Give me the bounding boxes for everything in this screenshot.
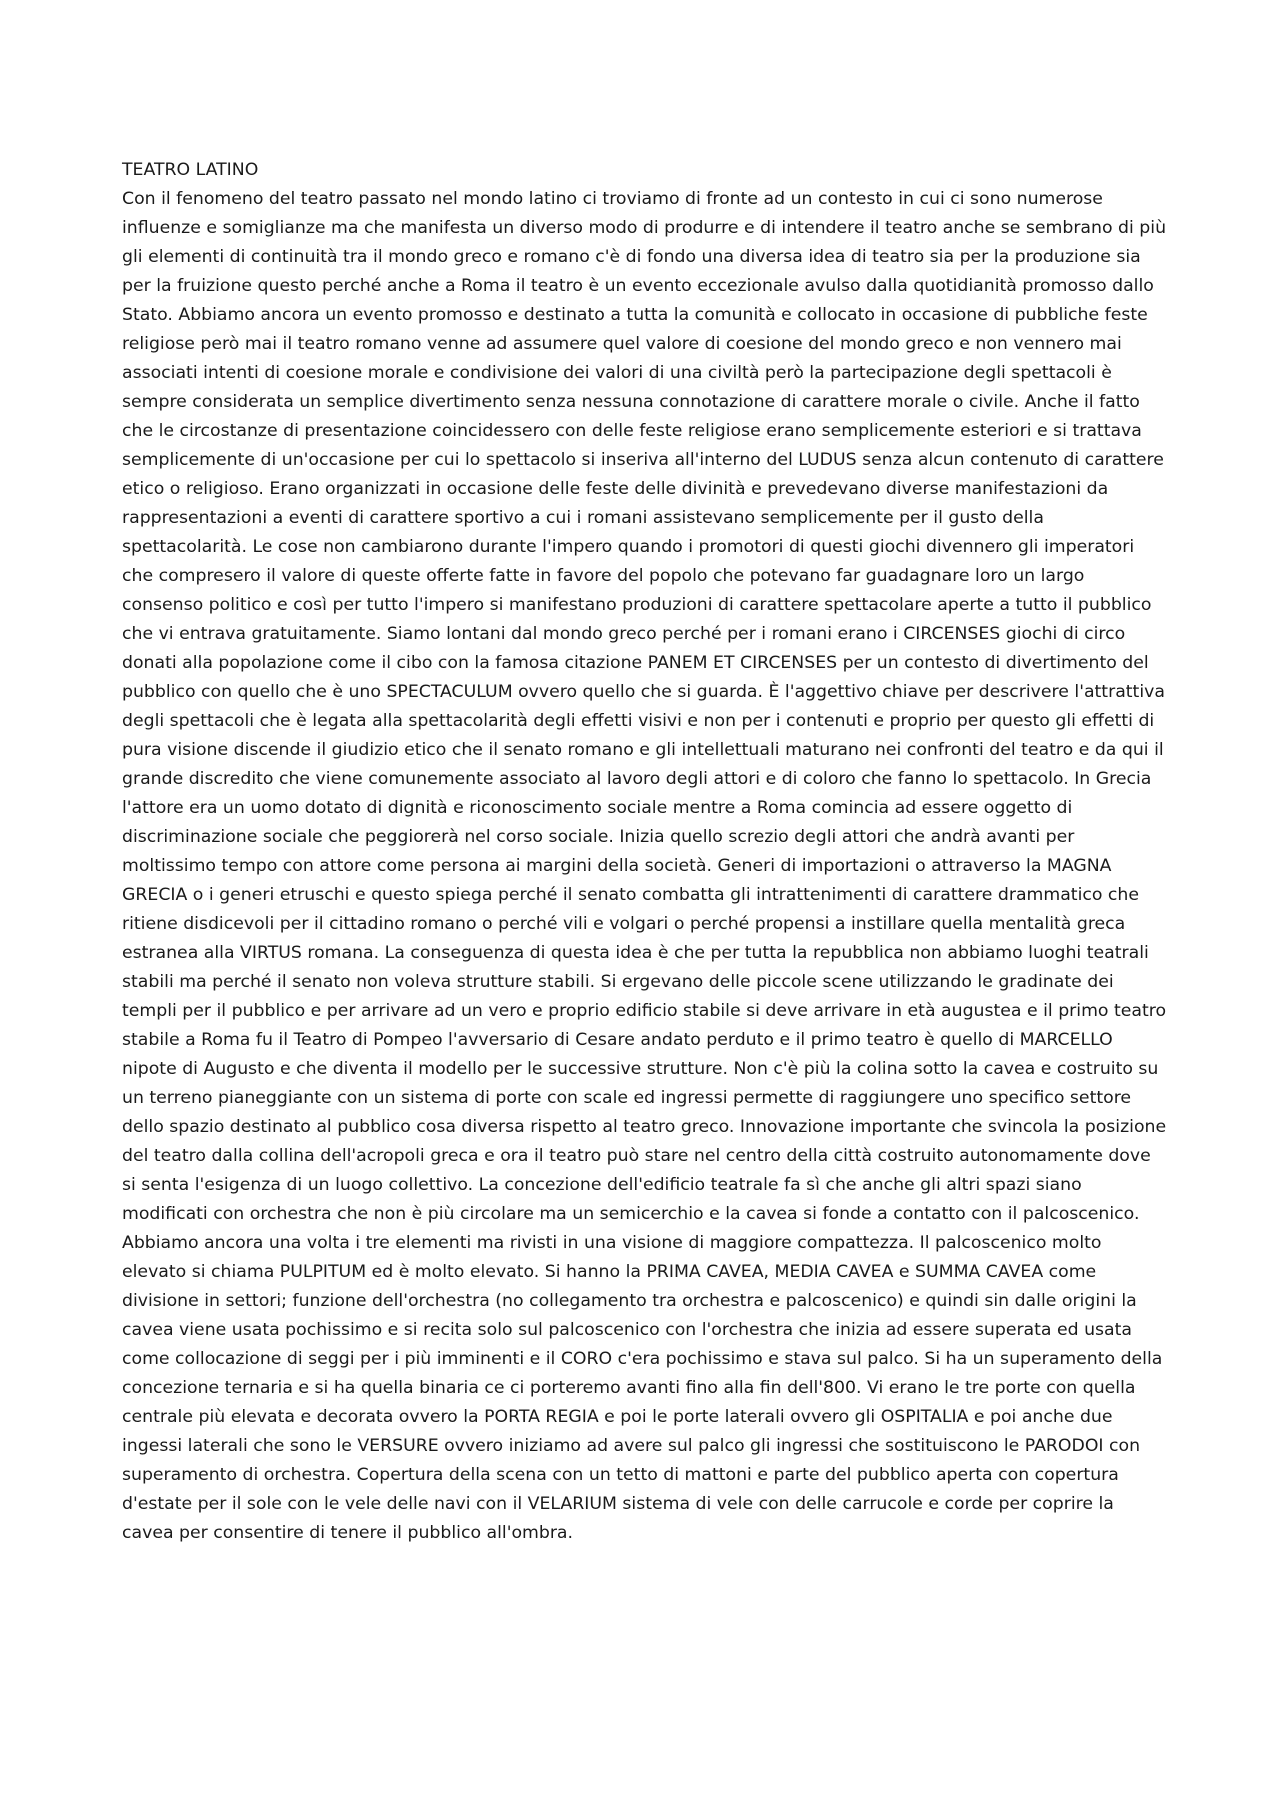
document-title: TEATRO LATINO — [122, 160, 259, 180]
document-body: Con il fenomeno del teatro passato nel mondo latino ci troviamo di fronte ad un contesto in cui ci sono numerose influenze e somiglianze ma che manifesta un diverso modo di produrre e di intendere il teatro anche se sembrano di più gli elementi di continuità tra il mondo greco e romano c'è di fondo una diversa idea di teatro sia per la produzione sia per la fruizione questo perché anche a Roma il teatro è un evento eccezionale avulso dalla quotidianità promosso dallo Stato. Abbiamo ancora un evento promosso e destinato a tutta la comunità e collocato in occasione di pubbliche feste religiose però mai il teatro romano venne ad assumere quel valore di coesione del mondo greco e non vennero mai associati intenti di coesione morale e condivisione dei valori di una civiltà però la partecipazione degli spettacoli è sempre considerata un semplice divertimento senza nessuna connotazione di carattere morale o civile. Anche il fatto che le circostanze di presentazione coincidessero con delle feste religiose erano semplicemente esteriori e si trattava semplicemente di un'occasione per cui lo spettacolo si inseriva all'interno del LUDUS senza alcun contenuto di carattere etico o religioso. Erano organizzati in occasione delle feste delle divinità e prevedevano diverse manifestazioni da rappresentazioni a eventi di carattere sportivo a cui i romani assistevano semplicemente per il gusto della spettacolarità. Le cose non cambiarono durante l'impero quando i promotori di questi giochi divennero gli imperatori che compresero il valore di queste offerte fatte in favore del popolo che potevano far guadagnare loro un largo consenso politico e così per tutto l'impero si manifestano produzioni di carattere spettacolare aperte a tutto il pubblico che vi entrava gratuitamente. Siamo lontani dal mondo greco perché per i romani erano i CIRCENSES giochi di circo donati alla popolazione come il cibo con la famosa citazione PANEM ET CIRCENSES per un contesto di divertimento del pubblico con quello che è uno SPECTACULUM ovvero quello che si guarda. È l'aggettivo chiave per descrivere l'attrattiva degli spettacoli che è legata alla spettacolarità degli effetti visivi e non per i contenuti e proprio per questo gli effetti di pura visione discende il giudizio etico che il senato romano e gli intellettuali maturano nei confronti del teatro e da qui il grande discredito che viene comunemente associato al lavoro degli attori e di coloro che fanno lo spettacolo. In Grecia l'attore era un uomo dotato di dignità e riconoscimento sociale mentre a Roma comincia ad essere oggetto di discriminazione sociale che peggiorerà nel corso sociale. Inizia quello screzio degli attori che andrà avanti per moltissimo tempo con attore come persona ai margini della società. Generi di importazioni o attraverso la MAGNA GRECIA o i generi etruschi e questo spiega perché il senato combatta gli intrattenimenti di carattere drammatico che ritiene disdicevoli per il cittadino romano o perché vili e volgari o perché propensi a instillare quella mentalità greca estranea alla VIRTUS romana. La conseguenza di questa idea è che per tutta la repubblica non abbiamo luoghi teatrali stabili ma perché il senato non voleva strutture stabili. Si ergevano delle piccole scene utilizzando le gradinate dei templi per il pubblico e per arrivare ad un vero e proprio edificio stabile si deve arrivare in età augustea e il primo teatro stabile a Roma fu il Teatro di Pompeo l'avversario di Cesare andato perduto e il primo teatro è quello di MARCELLO nipote di Augusto e che diventa il modello per le successive strutture. Non c'è più la colina sotto la cavea e costruito su un terreno pianeggiante con un sistema di porte con scale ed ingressi permette di raggiungere uno specifico settore dello spazio destinato al pubblico cosa diversa rispetto al teatro greco. Innovazione importante che svincola la posizione del teatro dalla collina dell'acropoli greca e ora il teatro può stare nel centro della città costruito autonomamente dove si senta l'esigenza di un luogo collettivo. La concezione dell'edificio teatrale fa sì che anche gli altri spazi siano modificati con orchestra che non è più circolare ma un semicerchio e la cavea si fonde a contatto con il palcoscenico. Abbiamo ancora una volta i tre elementi ma rivisti in una visione di maggiore compattezza. Il palcoscenico molto elevato si chiama PULPITUM ed è molto elevato. Si hanno la PRIMA CAVEA, MEDIA CAVEA e SUMMA CAVEA come divisione in settori; funzione dell'orchestra (no collegamento tra orchestra e palcoscenico) e quindi sin dalle origini la cavea viene usata pochissimo e si recita solo sul palcoscenico con l'orchestra che inizia ad essere superata ed usata come collocazione di seggi per i più imminenti e il CORO c'era pochissimo e stava sul palco. Si ha un superamento della concezione ternaria e si ha quella binaria ce ci porteremo avanti fino alla fin dell'800. Vi erano le tre porte con quella centrale più elevata e decorata ovvero la PORTA REGIA e poi le porte laterali ovvero gli OSPITALIA e poi anche due ingessi laterali che sono le VERSURE ovvero iniziamo ad avere sul palco gli ingressi che sostituiscono le PARODOI con superamento di orchestra. Copertura della scena con un tetto di mattoni e parte del pubblico aperta con copertura d'estate per il sole con le vele delle navi con il VELARIUM sistema di vele con delle carrucole e corde per coprire la cavea per consentire di tenere il pubblico all'ombra. — [122, 189, 1167, 1543]
document-page — [122, 156, 1167, 1548]
